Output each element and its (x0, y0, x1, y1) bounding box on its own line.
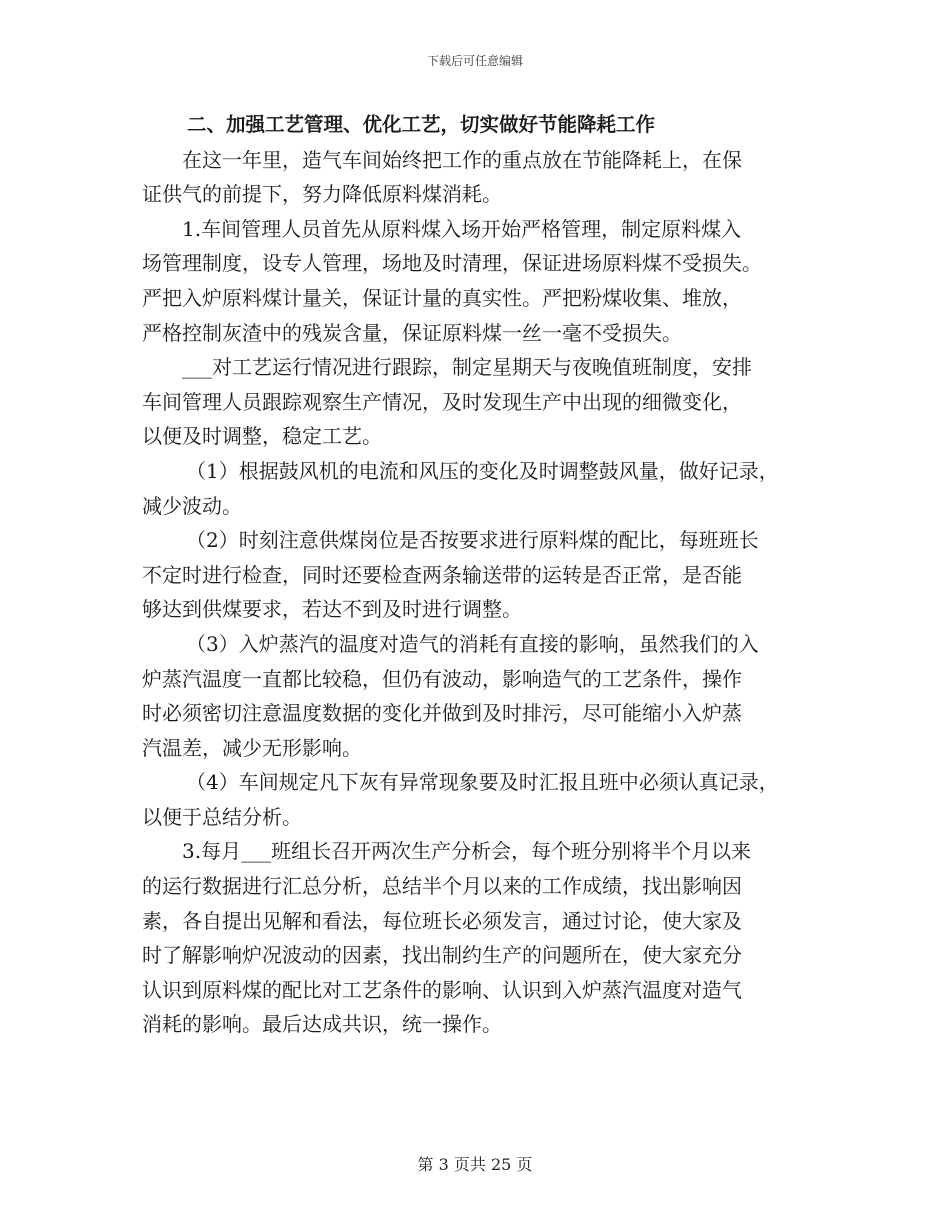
text-line: （4）车间规定凡下灰有异常现象要及时汇报且班中必须认真记录， (186, 770, 779, 795)
text-line: 认识到原料煤的配比对工艺条件的影响、认识到入炉蒸汽温度对造气 (142, 977, 742, 1002)
text-line: 3.每月___班组长召开两次生产分析会，每个班分别将半个月以来 (182, 839, 752, 864)
text-line: 时必须密切注意温度数据的变化并做到及时排污，尽可能缩小入炉蒸 (142, 701, 742, 726)
section-heading: 二、加强工艺管理、优化工艺，切实做好节能降耗工作 (187, 113, 656, 136)
text-line: 严格控制灰渣中的残炭含量，保证原料煤一丝一毫不受损失。 (142, 320, 682, 345)
text-line: 以便于总结分析。 (142, 804, 302, 829)
text-line: 消耗的影响。最后达成共识，统一操作。 (142, 1012, 502, 1037)
paragraph-lines (142, 143, 822, 1042)
text-line: （2）时刻注意供煤岗位是否按要求进行原料煤的配比，每班班长 (186, 528, 759, 553)
text-line: 在这一年里，造气车间始终把工作的重点放在节能降耗上，在保 (182, 147, 742, 172)
text-line: （1）根据鼓风机的电流和风压的变化及时调整鼓风量，做好记录， (186, 458, 779, 483)
text-line: 场管理制度，设专人管理，场地及时清理，保证进场原料煤不受损失。 (142, 251, 762, 276)
document-body (142, 108, 822, 1042)
text-line: 的运行数据进行汇总分析，总结半个月以来的工作成绩，找出影响因 (142, 874, 742, 899)
page-header: 下载后可任意编辑 (426, 54, 523, 68)
text-line: 汽温差，减少无形影响。 (142, 735, 362, 760)
text-line: 素，各自提出见解和看法，每位班长必须发言，通过讨论，使大家及 (142, 908, 742, 933)
text-line: 严把入炉原料煤计量关，保证计量的真实性。严把粉煤收集、堆放， (142, 285, 742, 310)
text-line: 车间管理人员跟踪观察生产情况，及时发现生产中出现的细微变化， (142, 389, 742, 414)
text-line: 够达到供煤要求，若达不到及时进行调整。 (142, 597, 522, 622)
text-line: 1.车间管理人员首先从原料煤入场开始严格管理，制定原料煤入 (182, 216, 742, 241)
text-line: 证供气的前提下，努力降低原料煤消耗。 (142, 182, 502, 207)
text-line: ___对工艺运行情况进行跟踪，制定星期天与夜晚值班制度，安排 (182, 355, 752, 380)
text-line: （3）入炉蒸汽的温度对造气的消耗有直接的影响，虽然我们的入 (186, 631, 759, 656)
text-line: 减少波动。 (142, 493, 242, 518)
text-line: 不定时进行检查，同时还要检查两条输送带的运转是否正常，是否能 (142, 562, 742, 587)
page-footer: 第 3 页共 25 页 (417, 1155, 533, 1174)
text-line: 炉蒸汽温度一直都比较稳，但仍有波动，影响造气的工艺条件，操作 (142, 666, 742, 691)
text-line: 以便及时调整，稳定工艺。 (142, 424, 382, 449)
text-line: 时了解影响炉况波动的因素，找出制约生产的问题所在，使大家充分 (142, 943, 742, 968)
